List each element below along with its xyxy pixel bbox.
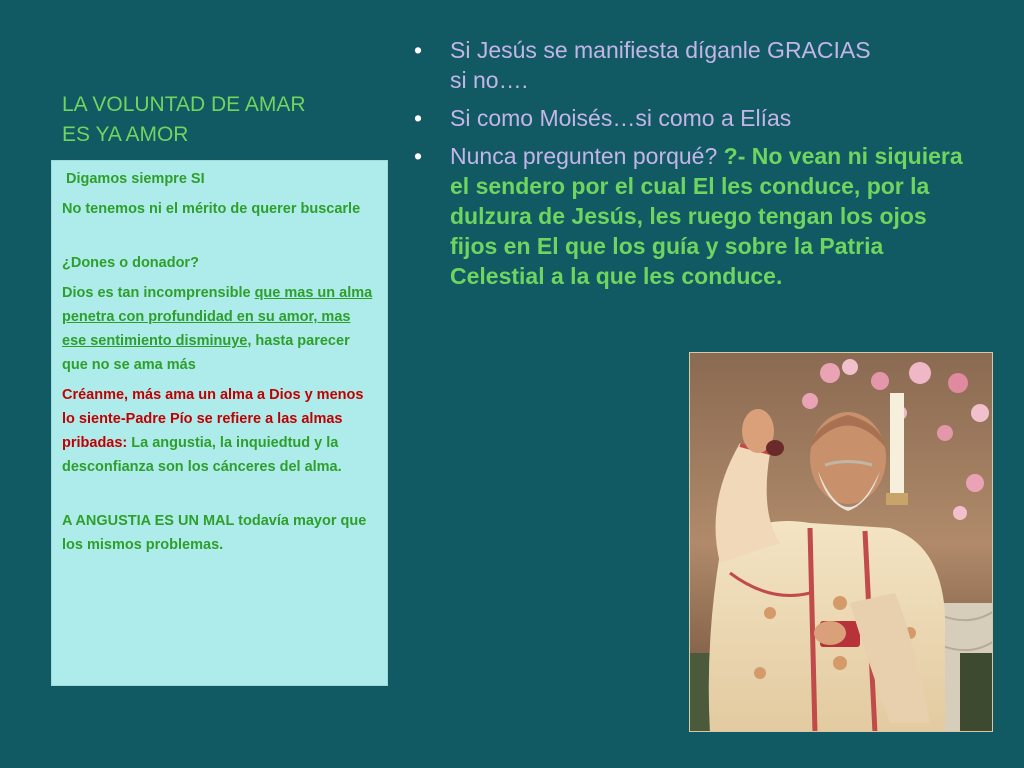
bullet-3-normal: Nunca pregunten porqué? <box>450 143 724 169</box>
bullet-2-text: Si como Moisés…si como a Elías <box>450 105 792 131</box>
bullet-list <box>408 35 968 299</box>
text-p5-green: La angustia, la inquiedtud y la desconfianza son los cánceres del alma. <box>62 435 342 475</box>
text-paragraph-3: ¿Dones o donador? <box>62 255 199 271</box>
photo-padre-pio <box>689 352 993 732</box>
bullet-dot-icon: • <box>414 37 423 63</box>
bullet-item-2 <box>408 103 968 133</box>
bullet-item-3 <box>408 141 968 291</box>
text-p4-underlined: que mas un alma penetra con profundidad en su amor, mas ese sentimiento disminuye <box>62 285 373 349</box>
text-p5-red: Créanme, más ama un alma a Dios y menos lo siente-Padre Pío se refiere a las almas pribadas: <box>62 387 364 451</box>
text-paragraph-2: No tenemos ni el mérito de querer buscarle <box>62 201 361 217</box>
bullet-1-line2: si no…. <box>450 67 528 93</box>
text-p4-end: , hasta parecer que no se ama más <box>62 333 350 373</box>
text-paragraph-4 <box>62 281 377 377</box>
text-paragraph-5 <box>62 383 377 479</box>
bullet-dot-icon: • <box>414 143 423 169</box>
bullet-1-line1: Si Jesús se manifiesta díganle GRACIAS <box>450 37 871 63</box>
text-p4-start: Dios es tan incomprensible <box>62 285 255 301</box>
bullet-3-bold: ?- No vean ni siquiera el sendero por el cual El les conduce, por la dulzura de Jesús, les ruego tengan los ojos fijos en El que los guía y sobre la Patria Celestial a la que les conduce. <box>450 143 963 289</box>
bullet-dot-icon: • <box>414 105 423 131</box>
text-paragraph-1: Digamos siempre SI <box>66 171 205 187</box>
slide-title-line1: LA VOLUNTAD DE AMAR <box>62 93 306 116</box>
slide-title-line2: ES YA AMOR <box>62 123 189 146</box>
bullet-item-1 <box>408 35 968 95</box>
slide-title <box>62 90 372 150</box>
text-box <box>51 160 388 686</box>
text-paragraph-6: A ANGUSTIA ES UN MAL todavía mayor que los mismos problemas. <box>62 513 367 553</box>
